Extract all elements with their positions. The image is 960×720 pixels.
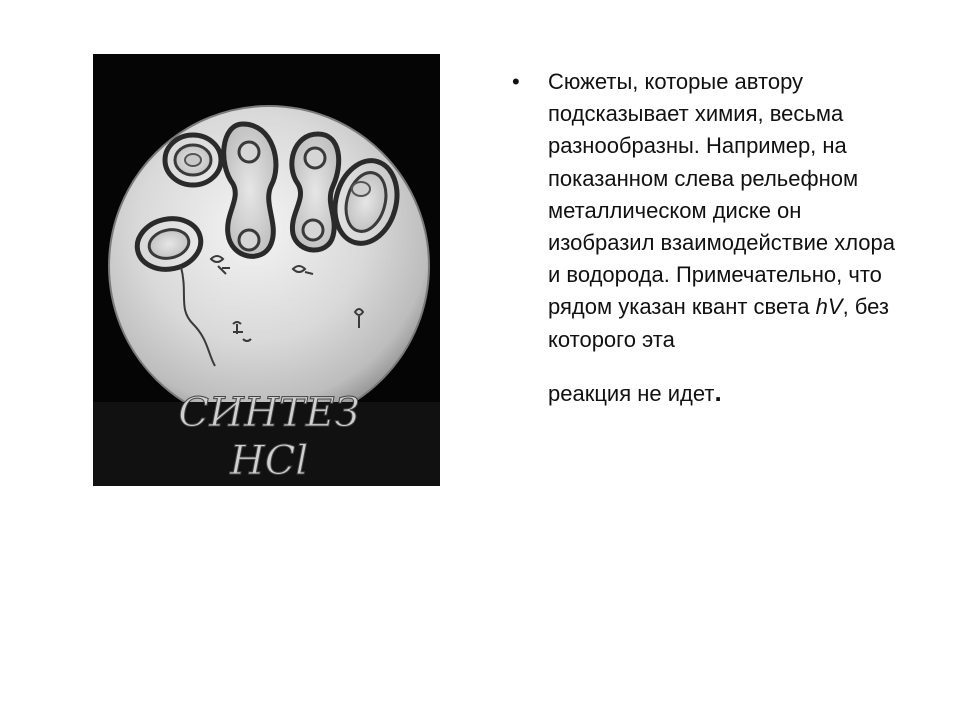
paragraph-text-part-1: Сюжеты, которые автору подсказывает химия, весьма разнообразны. Например, на показанном слева рельефном металлическом диске он изобразил взаимодействие хлора и водорода. Примечательно, что рядом указан квант света xyxy=(548,69,895,320)
relief-disc-illustration xyxy=(93,54,440,486)
bullet-point-icon: • xyxy=(512,69,520,94)
paragraph-last-line-text: реакция не идет xyxy=(548,380,715,406)
paragraph-end-mark: . xyxy=(714,376,722,407)
paragraph-text-part-2: , без которого эта xyxy=(548,294,889,352)
light-quantum-symbol: hV xyxy=(815,294,843,320)
relief-disc-image xyxy=(93,54,440,486)
bullet-paragraph xyxy=(548,66,912,410)
caption-line-1: СИНТЕЗ xyxy=(178,390,360,436)
caption-line-2: HCl xyxy=(229,438,309,484)
molecule-shape-2 xyxy=(292,134,339,250)
paragraph-last-line xyxy=(548,376,912,410)
bullet-text-block xyxy=(512,66,912,410)
